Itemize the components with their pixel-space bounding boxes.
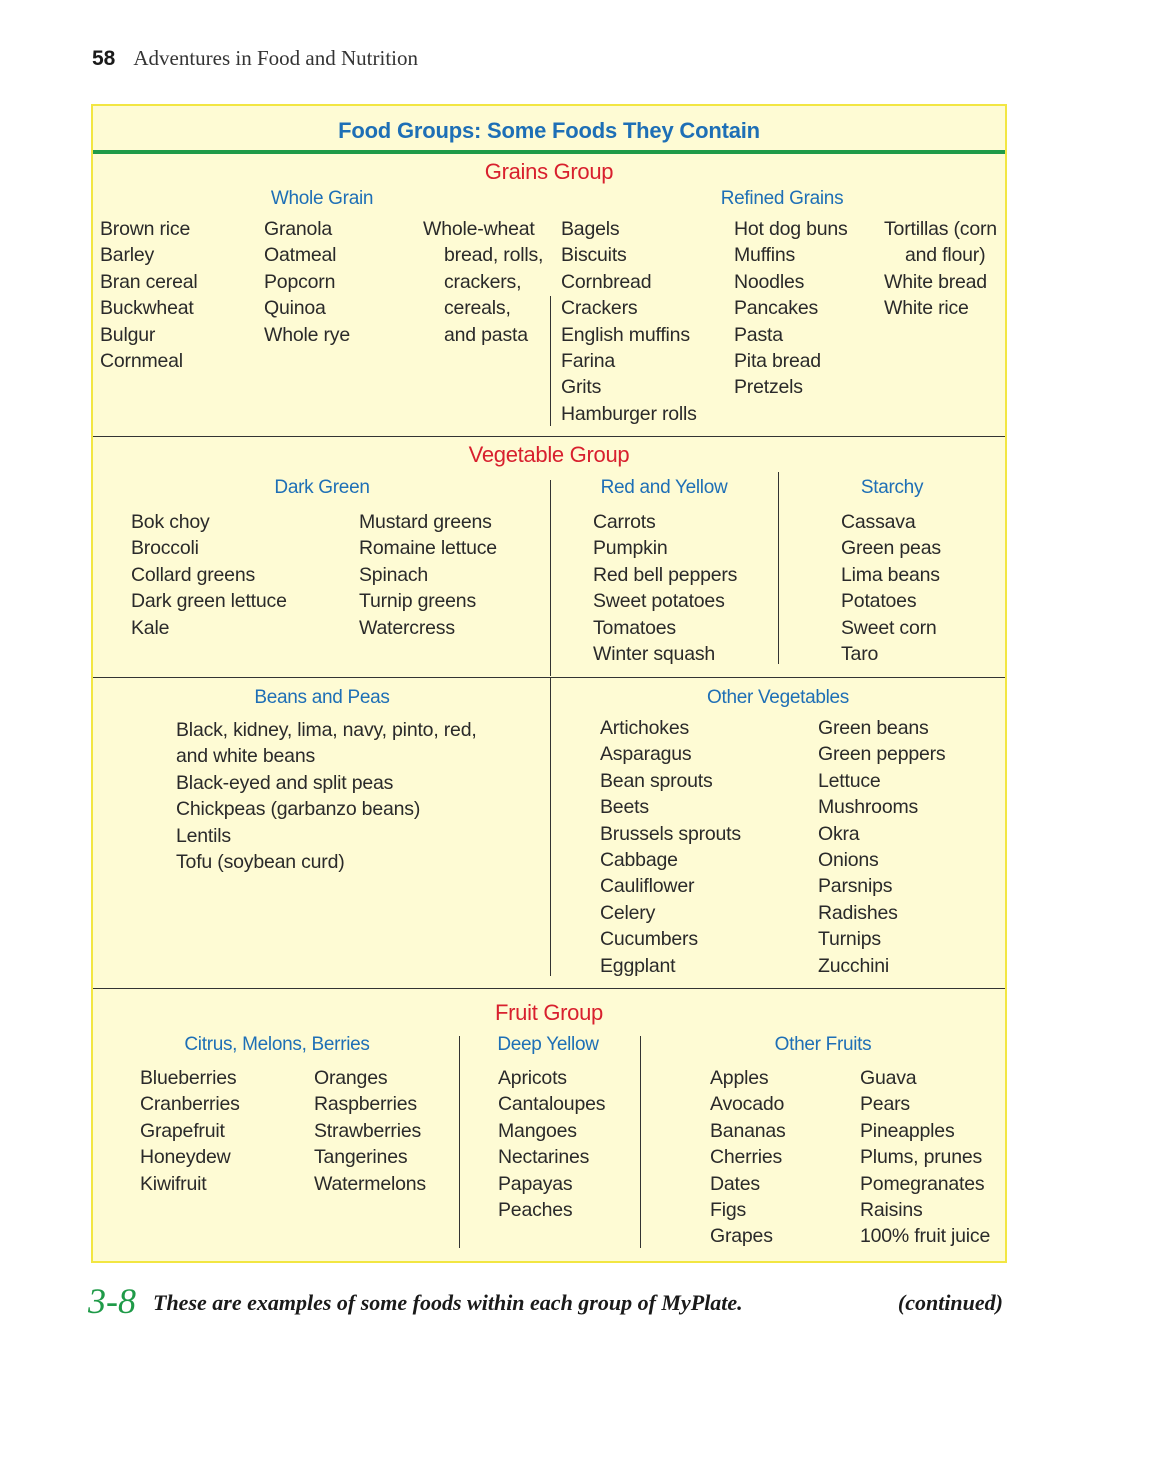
list-item: Lettuce	[818, 769, 881, 792]
list-item: White bread	[884, 270, 987, 293]
other-fruits-list-1	[710, 1065, 786, 1250]
list-item: Pears	[860, 1093, 910, 1116]
vegetable-divider-2	[778, 472, 779, 664]
list-item: Lentils	[176, 824, 231, 847]
list-item: Avocado	[710, 1093, 785, 1116]
list-item: Romaine lettuce	[359, 537, 497, 560]
list-item: Sweet potatoes	[593, 590, 725, 613]
list-item: Turnips	[818, 928, 881, 951]
list-item: Grits	[561, 376, 602, 399]
other-vegetables-list-1	[600, 715, 741, 979]
list-item: Pancakes	[734, 297, 819, 320]
list-item: Mushrooms	[818, 796, 919, 819]
list-item: Sweet corn	[841, 616, 937, 639]
list-item: Hot dog buns	[734, 218, 848, 240]
grains-divider	[550, 296, 551, 426]
list-item: Guava	[860, 1067, 917, 1089]
list-item: Mustard greens	[359, 511, 492, 533]
vegetable-divider-3	[550, 678, 551, 976]
list-item: Cassava	[841, 511, 916, 533]
list-item: Mangoes	[498, 1119, 577, 1142]
fruit-divider-2	[640, 1036, 641, 1248]
dark-green-title: Dark Green	[274, 477, 370, 498]
list-item: Grapefruit	[140, 1119, 225, 1142]
list-item: Biscuits	[561, 244, 627, 267]
list-item: Tofu (soybean curd)	[176, 851, 345, 874]
list-item: Cabbage	[600, 849, 678, 872]
list-item: Whole rye	[264, 323, 350, 346]
section-divider	[93, 677, 1005, 678]
whole-grain-title: Whole Grain	[270, 188, 374, 209]
list-item: Noodles	[734, 270, 805, 293]
list-item: Black, kidney, lima, navy, pinto, red,	[176, 719, 477, 741]
book-title: Adventures in Food and Nutrition	[133, 46, 418, 70]
list-item: Cantaloupes	[498, 1093, 606, 1116]
deep-yellow-title: Deep Yellow	[497, 1034, 599, 1055]
list-item: Oranges	[314, 1067, 388, 1089]
list-item: Plums, prunes	[860, 1146, 983, 1169]
starchy-title: Starchy	[860, 477, 924, 498]
list-item: Cranberries	[140, 1093, 240, 1116]
list-item: Green beans	[818, 717, 929, 739]
list-item: Figs	[710, 1199, 747, 1222]
list-item: Tangerines	[314, 1146, 408, 1169]
other-vegetables-title: Other Vegetables	[706, 687, 850, 708]
list-item: English muffins	[561, 323, 690, 346]
list-item: Cornmeal	[100, 350, 183, 373]
list-item: Quinoa	[264, 297, 326, 320]
list-item: Celery	[600, 901, 656, 924]
list-item: Kiwifruit	[140, 1172, 207, 1195]
red-yellow-list	[593, 509, 737, 667]
list-item: Potatoes	[841, 590, 917, 613]
list-item: and pasta	[444, 323, 528, 346]
list-item: Bean sprouts	[600, 769, 713, 792]
list-item: Taro	[841, 643, 879, 666]
citrus-list-1	[140, 1065, 240, 1197]
list-item: Buckwheat	[100, 297, 194, 320]
dark-green-list-1	[131, 509, 287, 641]
list-item: Bananas	[710, 1119, 786, 1142]
other-fruits-title: Other Fruits	[774, 1034, 872, 1055]
list-item: Red bell peppers	[593, 563, 738, 586]
beans-peas-title: Beans and Peas	[254, 687, 390, 708]
list-item: Pomegranates	[860, 1172, 985, 1195]
list-item: Green peppers	[818, 743, 946, 766]
section-divider	[93, 436, 1005, 437]
list-item: Brussels sprouts	[600, 822, 741, 845]
refined-grain-list-1	[561, 216, 697, 427]
list-item: Pineapples	[860, 1119, 955, 1142]
starchy-list	[841, 509, 941, 667]
list-item: Chickpeas (garbanzo beans)	[176, 798, 421, 821]
list-item: Asparagus	[600, 743, 692, 766]
list-item: and flour)	[905, 244, 986, 267]
list-item: Radishes	[818, 901, 898, 924]
list-item: Black-eyed and split peas	[176, 771, 394, 794]
list-item: Cauliflower	[600, 875, 695, 898]
other-vegetables-list-2	[818, 715, 945, 979]
deep-yellow-list	[498, 1065, 605, 1223]
list-item: Cucumbers	[600, 928, 698, 951]
list-item: Apples	[710, 1067, 769, 1089]
list-item: Onions	[818, 849, 879, 872]
list-item: Beets	[600, 796, 649, 819]
list-item: Strawberries	[314, 1119, 422, 1142]
list-item: Kale	[131, 616, 170, 639]
list-item: Tomatoes	[593, 616, 676, 639]
list-item: Zucchini	[818, 954, 890, 977]
list-item: 100% fruit juice	[860, 1225, 991, 1248]
red-yellow-title: Red and Yellow	[600, 477, 728, 498]
list-item: Muffins	[734, 244, 796, 267]
list-item: Watercress	[359, 616, 455, 639]
whole-grain-list-1	[100, 216, 198, 374]
list-item: Carrots	[593, 511, 656, 533]
list-item: Dark green lettuce	[131, 590, 287, 613]
continued-label: (continued)	[897, 1290, 1003, 1315]
list-item: Hamburger rolls	[561, 402, 697, 425]
refined-grain-list-3	[884, 216, 997, 322]
list-item: cereals,	[444, 297, 511, 320]
list-item: crackers,	[444, 270, 522, 293]
grains-group-title: Grains Group	[484, 159, 614, 184]
list-item: Watermelons	[314, 1172, 426, 1195]
list-item: Peaches	[498, 1199, 573, 1222]
figure-number: 3-8	[88, 1281, 136, 1321]
list-item: Raisins	[860, 1199, 923, 1222]
page-header	[92, 46, 418, 76]
figure-caption	[88, 1280, 1003, 1320]
list-item: Okra	[818, 822, 860, 845]
citrus-list-2	[314, 1065, 426, 1197]
list-item: Honeydew	[140, 1146, 231, 1169]
list-item: Granola	[264, 218, 332, 240]
list-item: Crackers	[561, 297, 638, 320]
citrus-melons-berries-title: Citrus, Melons, Berries	[184, 1034, 370, 1055]
refined-grains-title: Refined Grains	[720, 188, 844, 209]
list-item: White rice	[884, 297, 969, 320]
list-item: Apricots	[498, 1067, 567, 1089]
whole-grain-list-2	[264, 216, 350, 348]
list-item: Lima beans	[841, 563, 940, 586]
list-item: and white beans	[176, 745, 316, 768]
fruit-group-title: Fruit Group	[495, 1000, 603, 1025]
list-item: Eggplant	[600, 954, 676, 977]
list-item: Nectarines	[498, 1146, 590, 1169]
list-item: Spinach	[359, 563, 429, 586]
title-divider	[93, 150, 1005, 154]
list-item: Papayas	[498, 1172, 573, 1195]
list-item: Grapes	[710, 1225, 773, 1248]
other-fruits-list-2	[860, 1065, 990, 1250]
list-item: bread, rolls,	[444, 244, 544, 267]
vegetable-divider-1	[550, 480, 551, 676]
whole-grain-list-3	[423, 216, 543, 348]
table-title: Food Groups: Some Foods They Contain	[338, 118, 760, 143]
list-item: Turnip greens	[359, 590, 476, 613]
list-item: Bagels	[561, 218, 620, 240]
list-item: Collard greens	[131, 563, 256, 586]
list-item: Pumpkin	[593, 537, 668, 560]
list-item: Cornbread	[561, 270, 652, 293]
food-groups-table	[91, 104, 1007, 1263]
list-item: Artichokes	[600, 717, 690, 739]
list-item: Popcorn	[264, 270, 336, 293]
list-item: Pretzels	[734, 376, 803, 399]
beans-peas-list	[176, 717, 477, 875]
list-item: Bran cereal	[100, 270, 198, 293]
list-item: Dates	[710, 1172, 760, 1195]
list-item: Blueberries	[140, 1067, 237, 1089]
vegetable-group-title: Vegetable Group	[468, 442, 630, 467]
list-item: Parsnips	[818, 875, 893, 898]
refined-grain-list-2	[734, 216, 848, 401]
list-item: Tortillas (corn	[884, 218, 997, 240]
list-item: Broccoli	[131, 537, 199, 560]
list-item: Whole-wheat	[423, 218, 535, 240]
list-item: Brown rice	[100, 218, 191, 240]
list-item: Cherries	[710, 1146, 783, 1169]
list-item: Bok choy	[131, 511, 210, 533]
list-item: Pasta	[734, 323, 783, 346]
caption-text: These are examples of some foods within each group of MyPlate.	[153, 1290, 743, 1315]
dark-green-list-2	[359, 509, 497, 641]
list-item: Farina	[561, 350, 616, 373]
list-item: Oatmeal	[264, 244, 337, 267]
fruit-divider-1	[459, 1036, 460, 1248]
list-item: Green peas	[841, 537, 941, 560]
list-item: Winter squash	[593, 643, 716, 666]
list-item: Bulgur	[100, 323, 156, 346]
section-divider	[93, 988, 1005, 989]
list-item: Barley	[100, 244, 155, 267]
page-number: 58	[92, 47, 116, 70]
list-item: Pita bread	[734, 350, 821, 373]
list-item: Raspberries	[314, 1093, 417, 1116]
